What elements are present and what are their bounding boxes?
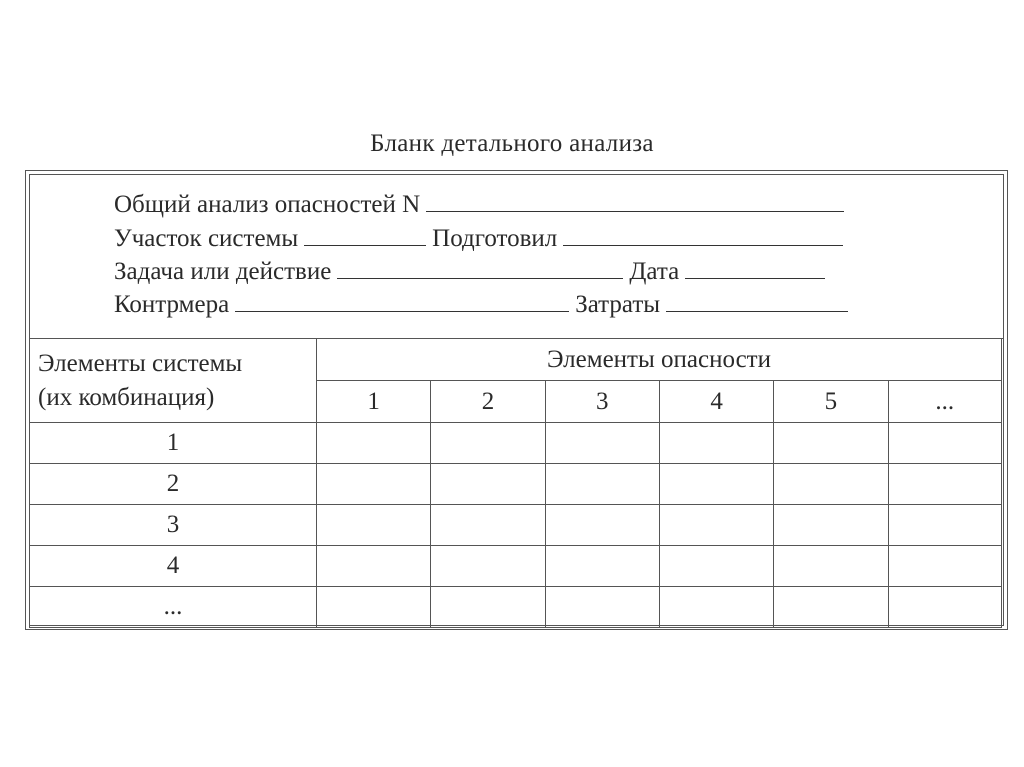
table-cell[interactable] <box>545 546 659 587</box>
form-title: Бланк детального анализа <box>370 130 654 157</box>
countermeasure-label: Контрмера <box>114 291 230 318</box>
hazard-analysis-blank[interactable] <box>426 189 844 212</box>
table-cell[interactable] <box>431 587 545 628</box>
table-cell[interactable] <box>659 587 773 628</box>
form-line-task <box>114 256 831 286</box>
table-cell[interactable] <box>888 546 1001 587</box>
countermeasure-blank[interactable] <box>235 289 569 312</box>
table-cell[interactable] <box>659 423 773 464</box>
column-header: 2 <box>431 381 545 423</box>
table-cell[interactable] <box>317 587 431 628</box>
table-cell[interactable] <box>431 464 545 505</box>
form-header-block <box>30 175 1003 339</box>
table-cell[interactable] <box>659 546 773 587</box>
table-cell[interactable] <box>774 505 888 546</box>
date-blank[interactable] <box>685 256 825 279</box>
table-cell[interactable] <box>317 464 431 505</box>
form-frame-inner <box>29 174 1004 626</box>
table-row <box>30 464 1002 505</box>
table-cell[interactable] <box>431 546 545 587</box>
costs-blank[interactable] <box>666 289 848 312</box>
table-cell[interactable] <box>545 464 659 505</box>
form-frame <box>25 170 1008 630</box>
task-label: Задача или действие <box>114 258 332 285</box>
prepared-by-label: Подготовил <box>432 225 558 252</box>
costs-label: Затраты <box>575 291 661 318</box>
column-header: 5 <box>774 381 888 423</box>
column-header: 3 <box>545 381 659 423</box>
table-cell[interactable] <box>888 464 1001 505</box>
system-elements-header <box>30 339 317 423</box>
row-label: 1 <box>30 423 317 464</box>
table-row <box>30 587 1002 628</box>
table-cell[interactable] <box>888 587 1001 628</box>
prepared-by-blank[interactable] <box>563 223 843 246</box>
column-header: 1 <box>317 381 431 423</box>
table-cell[interactable] <box>888 505 1001 546</box>
row-label: ... <box>30 587 317 628</box>
table-cell[interactable] <box>545 587 659 628</box>
row-label: 4 <box>30 546 317 587</box>
date-label: Дата <box>629 258 680 285</box>
table-cell[interactable] <box>545 505 659 546</box>
system-section-label: Участок системы <box>114 225 299 252</box>
table-cell[interactable] <box>659 464 773 505</box>
form-line-countermeasure <box>114 289 854 319</box>
table-row <box>30 423 1002 464</box>
table-cell[interactable] <box>545 423 659 464</box>
table-cell[interactable] <box>317 546 431 587</box>
system-elements-header-line2: (их комбинация) <box>38 383 215 411</box>
table-cell[interactable] <box>774 587 888 628</box>
row-label: 2 <box>30 464 317 505</box>
table-row <box>30 546 1002 587</box>
table-row <box>30 505 1002 546</box>
row-label: 3 <box>30 505 317 546</box>
column-header: ... <box>888 381 1001 423</box>
table-cell[interactable] <box>774 546 888 587</box>
table-cell[interactable] <box>659 505 773 546</box>
system-section-blank[interactable] <box>304 223 426 246</box>
column-header: 4 <box>659 381 773 423</box>
table-cell[interactable] <box>431 505 545 546</box>
table-cell[interactable] <box>317 423 431 464</box>
form-line-system-section <box>114 223 849 253</box>
table-cell[interactable] <box>888 423 1001 464</box>
table-cell[interactable] <box>774 423 888 464</box>
hazard-elements-header: Элементы опасности <box>317 339 1002 381</box>
form-line-hazard-analysis <box>114 189 850 219</box>
hazard-analysis-label: Общий анализ опасностей N <box>114 191 421 218</box>
analysis-table <box>29 338 1002 628</box>
system-elements-header-line1: Элементы системы <box>38 349 243 377</box>
task-blank[interactable] <box>337 256 623 279</box>
table-cell[interactable] <box>431 423 545 464</box>
table-cell[interactable] <box>774 464 888 505</box>
table-cell[interactable] <box>317 505 431 546</box>
